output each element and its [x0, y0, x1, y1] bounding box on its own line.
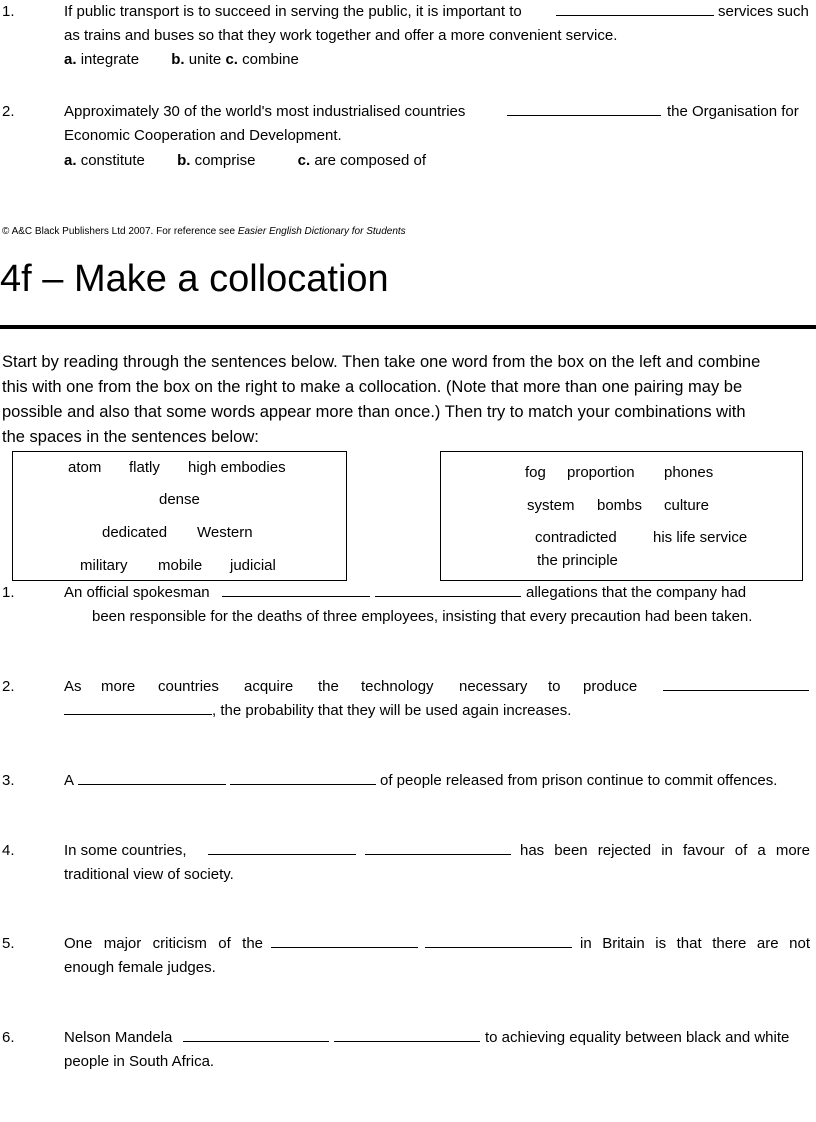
- heading-divider: [0, 325, 816, 329]
- question-text: the Organisation for: [667, 103, 799, 120]
- sentence-word: more: [101, 678, 136, 695]
- sentence-word: produce: [583, 678, 638, 695]
- answer-blank[interactable]: [556, 3, 714, 20]
- sentence-word: acquire: [244, 678, 294, 695]
- intro-line-2: this with one from the box on the right to make a collocation. (Note that more than one pairing may be: [2, 378, 743, 396]
- sentence-text: traditional view of society.: [64, 866, 234, 883]
- word-chip[interactable]: phones: [664, 464, 714, 481]
- answer-blank[interactable]: [334, 1029, 480, 1046]
- copyright-credit: © A&C Black Publishers Ltd 2007. For reference see Easier English Dictionary for Students: [2, 226, 406, 237]
- answer-blank[interactable]: [183, 1029, 329, 1046]
- sentence-number: 1.: [2, 584, 15, 601]
- answer-blank[interactable]: [271, 935, 418, 952]
- word-chip[interactable]: mobile: [158, 557, 203, 574]
- answer-blank[interactable]: [64, 702, 212, 719]
- word-chip[interactable]: dense: [159, 491, 200, 508]
- sentence-text: to achieving equality between black and white: [485, 1029, 790, 1046]
- word-chip[interactable]: flatly: [129, 459, 160, 476]
- word-chip[interactable]: high embodies: [188, 459, 286, 476]
- sentence-word: technology: [361, 678, 434, 695]
- word-chip[interactable]: fog: [525, 464, 546, 481]
- word-chip[interactable]: military: [80, 557, 128, 574]
- sentence-text: A: [64, 772, 75, 789]
- sentence-text: in Britain is that there are not: [580, 935, 810, 952]
- word-chip[interactable]: system: [527, 497, 575, 514]
- sentence-number: 2.: [2, 678, 15, 695]
- answer-blank[interactable]: [663, 678, 809, 695]
- sentence-number: 3.: [2, 772, 15, 789]
- sentence-text: allegations that the company had: [526, 584, 747, 601]
- answer-blank[interactable]: [425, 935, 572, 952]
- answer-blank[interactable]: [208, 842, 356, 859]
- sentence-text: of people released from prison continue to commit offences.: [380, 772, 778, 789]
- sentence-word: the: [318, 678, 339, 695]
- sentence-word: to: [548, 678, 561, 695]
- word-chip[interactable]: judicial: [230, 557, 276, 574]
- answer-blank[interactable]: [375, 584, 521, 601]
- question-text: Approximately 30 of the world's most industrialised countries: [64, 103, 466, 120]
- answer-blank[interactable]: [507, 103, 661, 120]
- sentence-word: necessary: [459, 678, 528, 695]
- answer-blank[interactable]: [222, 584, 370, 601]
- answer-blank[interactable]: [365, 842, 511, 859]
- question-text: services such: [718, 3, 809, 20]
- word-chip[interactable]: the principle: [537, 552, 618, 569]
- sentence-text: Nelson Mandela: [64, 1029, 173, 1046]
- answer-blank[interactable]: [230, 772, 376, 789]
- word-chip[interactable]: culture: [664, 497, 710, 514]
- question-text: If public transport is to succeed in serving the public, it is important to: [64, 3, 522, 20]
- sentence-number: 4.: [2, 842, 15, 859]
- answer-options: a. integrate b. unite c. combine: [64, 51, 299, 68]
- sentence-text: An official spokesman: [64, 584, 210, 601]
- question-text: Economic Cooperation and Development.: [64, 127, 342, 144]
- sentence-word: countries: [158, 678, 219, 695]
- word-chip[interactable]: his life service: [653, 529, 748, 546]
- page-title: 4f – Make a collocation: [0, 258, 389, 300]
- word-chip[interactable]: dedicated: [102, 524, 168, 541]
- answer-blank[interactable]: [78, 772, 226, 789]
- sentence-text: One major criticism of the: [64, 935, 263, 952]
- word-chip[interactable]: proportion: [567, 464, 635, 481]
- intro-line-3: possible and also that some words appear more than once.) Then try to match your combinations with: [2, 403, 746, 421]
- intro-line-4: the spaces in the sentences below:: [2, 428, 259, 446]
- word-chip[interactable]: bombs: [597, 497, 643, 514]
- sentence-text: has been rejected in favour of a more: [520, 842, 810, 859]
- sentence-word: As: [64, 678, 82, 695]
- answer-options: a. constitute b. comprise c. are composed of: [64, 152, 427, 169]
- question-number: 2.: [2, 103, 15, 120]
- question-text: as trains and buses so that they work together and offer a more convenient service.: [64, 27, 618, 44]
- word-chip[interactable]: Western: [197, 524, 253, 541]
- question-number: 1.: [2, 3, 15, 20]
- sentence-number: 6.: [2, 1029, 15, 1046]
- sentence-text: , the probability that they will be used again increases.: [212, 702, 572, 719]
- intro-line-1: Start by reading through the sentences below. Then take one word from the box on the left and combine: [2, 353, 761, 371]
- sentence-text: enough female judges.: [64, 959, 216, 976]
- sentence-text: people in South Africa.: [64, 1053, 215, 1070]
- sentence-text: been responsible for the deaths of three employees, insisting that every precaution had been taken.: [92, 608, 753, 625]
- sentence-text: In some countries,: [64, 842, 187, 859]
- word-chip[interactable]: atom: [68, 459, 102, 476]
- sentence-number: 5.: [2, 935, 15, 952]
- word-chip[interactable]: contradicted: [535, 529, 617, 546]
